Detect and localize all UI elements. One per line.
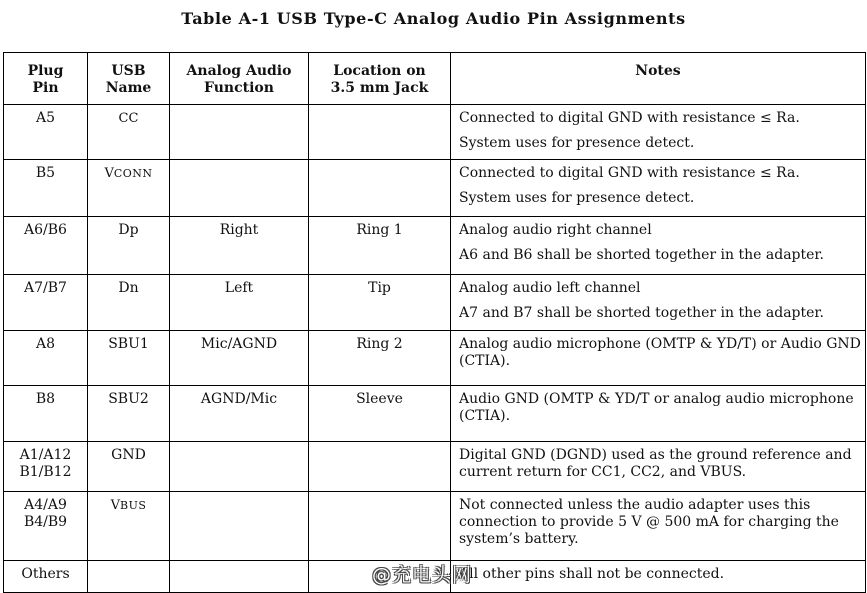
table-row bbox=[4, 492, 866, 561]
function-cell: Mic/AGND bbox=[170, 331, 309, 386]
function-cell bbox=[170, 160, 309, 217]
table-row bbox=[4, 386, 866, 442]
usb-name-cell: CC bbox=[88, 105, 170, 160]
plug-pin-cell: A1/A12 B1/B12 bbox=[4, 442, 88, 492]
notes-cell: Connected to digital GND with resistance ≤ Ra. System uses for presence detect. bbox=[451, 160, 866, 217]
usb-name-cell: VCONN bbox=[88, 160, 170, 217]
pin-assignment-table bbox=[3, 52, 866, 593]
location-cell: Tip bbox=[309, 275, 451, 331]
location-cell: Ring 1 bbox=[309, 217, 451, 275]
table-row bbox=[4, 217, 866, 275]
plug-pin-cell: Others bbox=[4, 561, 88, 593]
usb-name-cell: Dn bbox=[88, 275, 170, 331]
function-cell bbox=[170, 442, 309, 492]
function-cell bbox=[170, 105, 309, 160]
location-cell bbox=[309, 160, 451, 217]
location-cell bbox=[309, 105, 451, 160]
notes-cell: Audio GND (OMTP & YD/T or analog audio microphone (CTIA). bbox=[451, 386, 866, 442]
usb-name-cell bbox=[88, 561, 170, 593]
function-cell: Left bbox=[170, 275, 309, 331]
function-cell: Right bbox=[170, 217, 309, 275]
notes-cell: Digital GND (DGND) used as the ground reference and current return for CC1, CC2, and VBUS. bbox=[451, 442, 866, 492]
notes-cell: Analog audio microphone (OMTP & YD/T) or Audio GND (CTIA). bbox=[451, 331, 866, 386]
header-notes: Notes bbox=[451, 53, 866, 105]
table-row bbox=[4, 275, 866, 331]
table-row bbox=[4, 105, 866, 160]
location-cell: Ring 2 bbox=[309, 331, 451, 386]
location-cell bbox=[309, 442, 451, 492]
notes-cell: Analog audio right channel A6 and B6 shall be shorted together in the adapter. bbox=[451, 217, 866, 275]
function-cell bbox=[170, 492, 309, 561]
plug-pin-cell: A5 bbox=[4, 105, 88, 160]
watermark: @充电头网 bbox=[372, 564, 473, 586]
function-cell bbox=[170, 561, 309, 593]
header-plug-pin: Plug Pin bbox=[4, 53, 88, 105]
notes-cell: All other pins shall not be connected. bbox=[451, 561, 866, 593]
notes-cell: Analog audio left channel A7 and B7 shall be shorted together in the adapter. bbox=[451, 275, 866, 331]
plug-pin-cell: A4/A9 B4/B9 bbox=[4, 492, 88, 561]
usb-name-cell: VBUS bbox=[88, 492, 170, 561]
notes-cell: Connected to digital GND with resistance ≤ Ra. System uses for presence detect. bbox=[451, 105, 866, 160]
table-title: Table A-1 USB Type-C Analog Audio Pin Assignments bbox=[181, 9, 686, 28]
plug-pin-cell: B8 bbox=[4, 386, 88, 442]
usb-name-cell: Dp bbox=[88, 217, 170, 275]
plug-pin-cell: A8 bbox=[4, 331, 88, 386]
table-row bbox=[4, 160, 866, 217]
usb-name-cell: GND bbox=[88, 442, 170, 492]
table-row bbox=[4, 331, 866, 386]
notes-cell: Not connected unless the audio adapter uses this connection to provide 5 V @ 500 mA for charging the system’s battery. bbox=[451, 492, 866, 561]
header-usb-name: USB Name bbox=[88, 53, 170, 105]
plug-pin-cell: A6/B6 bbox=[4, 217, 88, 275]
usb-name-cell: SBU2 bbox=[88, 386, 170, 442]
location-cell bbox=[309, 492, 451, 561]
table-row bbox=[4, 442, 866, 492]
header-row bbox=[4, 53, 866, 105]
header-location-on-jack: Location on 3.5 mm Jack bbox=[309, 53, 451, 105]
function-cell: AGND/Mic bbox=[170, 386, 309, 442]
header-analog-audio-function: Analog Audio Function bbox=[170, 53, 309, 105]
plug-pin-cell: A7/B7 bbox=[4, 275, 88, 331]
plug-pin-cell: B5 bbox=[4, 160, 88, 217]
usb-name-cell: SBU1 bbox=[88, 331, 170, 386]
location-cell: Sleeve bbox=[309, 386, 451, 442]
